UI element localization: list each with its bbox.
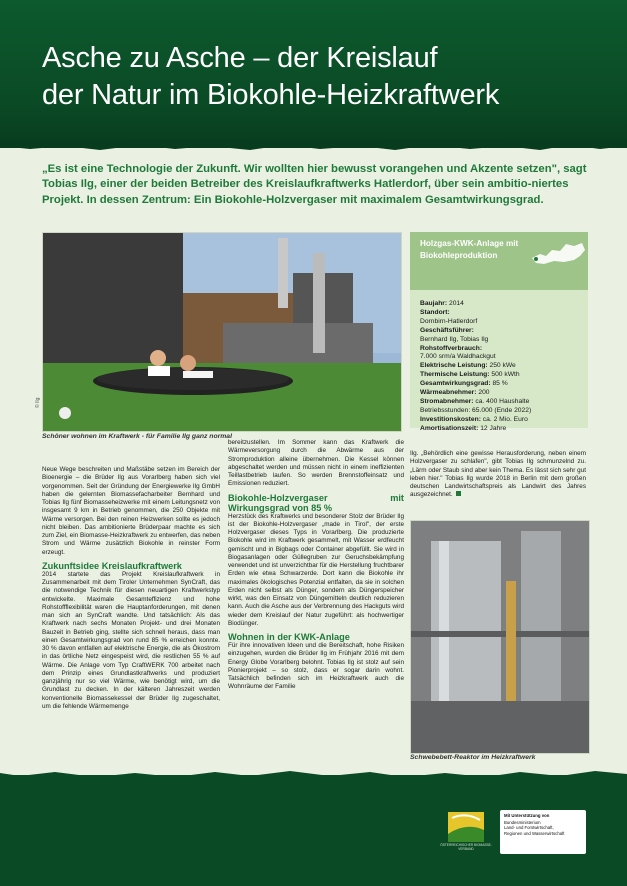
photo-illustration	[43, 233, 401, 431]
infobox-line-value: 500 kWth	[489, 371, 520, 379]
ministry-logo	[500, 810, 586, 854]
col2-heading-2: Wohnen in der KWK-Anlage	[228, 632, 350, 642]
logo1-text: ÖSTERREICHISCHER BIOMASSE-VERBAND	[440, 843, 492, 851]
col2-paragraph-3: Für ihre innovativen Ideen und die Bereitschaft, hohe Risiken einzugehen, wurden die Brüder Ilg im Frühjahr 2016 mit dem Energy Globe Vorarlberg belohnt. Tobias Ilg ist stolz auf sein Pionierprojekt – so stolz, dass er sogar darin wohnt. Tatsächlich befinden sich im Heizkraftwerk auch die Wohnräume der Familie	[228, 642, 404, 691]
infobox-line	[420, 336, 586, 345]
infobox-line-label: Stromabnehmer:	[420, 397, 474, 405]
torn-edge-top	[0, 140, 627, 154]
infobox-line	[420, 416, 586, 425]
infobox-line-value: ca. 400 Haushalte	[473, 397, 530, 405]
lead-paragraph: „Es ist eine Technologie der Zukunft. Wir wollten hier bewusst vorangehen und Akzente setzen", sagt Tobias Ilg, einer der beiden Betreiber des Kreislaufkraftwerks Hatlerdorf, über sein ambitio-niertes Projekt. In dessen Zentrum: Ein Biokohle-Holzvergaser mit maximalem Gesamtwirkungsgrad.	[42, 163, 587, 206]
infobox-line-label: Amortisationszeit:	[420, 424, 479, 432]
photo-reactor	[410, 520, 590, 754]
infobox-line-value: Dornbirn-Hatlerdorf	[420, 317, 478, 325]
infobox-line-label: Rohstoffverbrauch:	[420, 344, 483, 352]
infobox-line	[420, 345, 586, 354]
infobox-line-label: Geschäftsführer:	[420, 326, 474, 334]
col2-heading-1: Biokohle-Holzvergaser mit Wirkungsgrad von 85 %	[228, 492, 404, 513]
reactor-illustration	[411, 521, 589, 753]
infobox-header	[410, 232, 588, 290]
photo2-caption: Schwebebett-Reaktor im Heizkraftwerk	[410, 754, 536, 761]
infobox-title: Holzgas-KWK-Anlage mit Biokohleproduktion	[420, 239, 519, 260]
ministry-line-1: Bundesministerium	[504, 820, 541, 826]
infobox-line	[420, 362, 586, 371]
infobox-line-value: 85 %	[490, 380, 508, 388]
infobox-line-value: ca. 2 Mio. Euro	[480, 415, 528, 423]
infobox-line	[420, 309, 586, 318]
infobox-line	[420, 389, 586, 398]
col3-paragraph-1: Ilg. „Behördlich eine gewisse Herausforderung, neben einem Holzvergaser zu schlafen", gibt Tobias Ilg schmunzelnd zu. „Lärm oder Staub sind aber kein Thema. Es lässt sich sehr gut leben hier." Tobias Ilg wurde 2018 in Berlin mit dem großen deutschen Landwirtschaftspreis als Landwirt des Jahres ausgezeichnet.	[410, 450, 586, 499]
text-column-1	[42, 466, 220, 711]
end-mark-icon	[456, 491, 461, 496]
infobox-line-value: 12 Jahre	[478, 424, 507, 432]
infobox-line	[420, 353, 586, 362]
photo1-caption: Schöner wohnen im Kraftwerk - für Familie Ilg ganz normal	[42, 433, 232, 440]
ministry-line-3: Regionen und Wasserwirtschaft	[504, 830, 565, 836]
infobox	[410, 232, 588, 432]
col2-paragraph-1: bereitzustellen. Im Sommer kann das Kraftwerk die Wärmeversorgung durch die Abwärme aus der Stromproduktion alleine übernehmen. Die Kessel können abgeschaltet werden und müssen nicht in einem ineffizienten Teillastbetrieb laufen. So werden Brennstoffeinsatz und Emissionen reduziert.	[228, 439, 404, 488]
header-band	[0, 0, 627, 148]
col1-paragraph-2: 2014 startete das Projekt Kreislaufkraftwerk in Zusammenarbeit mit dem Tiroler Unternehmen SynCraft, das die notwendige Technik für diesen neuartigen Kraftwerkstyp entwickelte. Maximale Gesamteffizienz und hohe Rohstoffflexibilität waren die Hauptanforderungen, mit denen man sich an SynCraft wandte. Und tatsächlich: Als das Kraftwerk nach sechs Monaten Projekt- und drei Monaten Bauzeit in Betrieb ging, stellte sich schnell heraus, dass man einen Gesamtwirkungsgrad von rund 85 % erreichen konnte. 30 % davon entfallen auf elektrische Energie, die als Ökostrom in das örtliche Netz eingespeist wird, die restlichen 55 % auf Wärme. Die Anlage vom Typ CraftWERK 700 arbeitet nach dem Prinzip eines Grundlastkraftwerks und produziert ganzjährig nur so viel Wärme, wie benötigt wird, um die Grundlast zu decken. In der kälteren Jahreszeit werden konventionelle Biomassekessel der Brüder Ilg zugeschaltet, um die fehlende Wärmemenge	[42, 570, 220, 710]
infobox-line	[420, 327, 586, 336]
biomasse-verband-logo	[448, 812, 484, 842]
infobox-line-value: Betriebsstunden: 65.000 (Ende 2022)	[420, 406, 532, 414]
infobox-line-value: 7.000 srm/a Waldhackgut	[420, 353, 496, 361]
infobox-line	[420, 425, 586, 434]
infobox-line-value: 200	[476, 389, 490, 397]
text-column-2	[228, 439, 404, 692]
support-label: Mit Unterstützung von	[504, 813, 550, 818]
infobox-line-label: Thermische Leistung:	[420, 371, 490, 379]
infobox-line-label: Elektrische Leistung:	[420, 362, 488, 370]
col1-heading: Zukunftsidee Kreislaufkraftwerk	[42, 560, 182, 571]
infobox-line	[420, 398, 586, 407]
photo-family-trampoline	[42, 232, 402, 432]
col1-paragraph-1: Neue Wege beschreiten und Maßstäbe setzen im Bereich der Bioenergie – die Brüder Ilg aus Vorarlberg haben sich viel vorgenommen. Seit der Gründung der Energiewerke Ilg GmbH haben die gelernten Biomassefacharbeiter Bernhard und Tobias Ilg fünf Biomasseheizwerke mit einem Leitungsnetz von insgesamt 9 km in Betrieb genommen, die 250 Objekte mit Wärme versorgen. Bei den reinen Heizwerken sollte es jedoch nicht bleiben. Das ambitionierte Brüderpaar machte es sich zum Ziel, ein Biomasse-Heizkraftwerk zu entwerfen, das neben Strom und Wärme zusätzlich Biokohle in reinster Form erzeugt.	[42, 466, 220, 556]
infobox-details	[420, 300, 586, 434]
col2-paragraph-2: Herzstück des Kraftwerks und besonderer Stolz der Brüder Ilg ist der Biokohle-Holzvergaser „made in Tirol", der erste Holzvergaser dieses Typs in Vorarlberg. Die produzierte Biokohle wird im Kraftwerk gesammelt, mit Wasser erdfeucht gemischt und in Bigbags oder Container abgefüllt. Sie wird in Biogasanlagen oder Güllegruben zur Geruchsbekämpfung verwendet und ist unverzichtbar für die Herstellung fruchtbarer Erden wie etwa Schwarzerde. Dort kann die Biokohle ihr maximales ökologisches Potenzial entfalten, da sie in solchen Erden nicht selbst als Dünger, sondern als Düngerspeicher wirkt, was den Einsatz von Düngemitteln deutlich reduzieren kann. Auch die Asche aus der Verbrennung des Hackguts wird wieder dem Kreislauf der Natur zugeführt: als hochwertiger Biodünger.	[228, 512, 404, 627]
infobox-line-label: Standort:	[420, 308, 450, 316]
ministry-line-2: Land- und Forstwirtschaft,	[504, 825, 554, 831]
infobox-line-value: Bernhard Ilg, Tobias Ilg	[420, 335, 489, 343]
infobox-line-label: Wärmeabnehmer:	[420, 389, 477, 397]
infobox-line	[420, 371, 586, 380]
photo-credit: © Ilg	[35, 397, 41, 408]
infobox-line-value: 2014	[447, 300, 464, 307]
text-column-3	[410, 450, 586, 500]
infobox-line-label: Investitionskosten:	[420, 415, 481, 423]
infobox-line	[420, 407, 586, 416]
austria-map-icon	[530, 238, 586, 268]
infobox-line	[420, 300, 586, 309]
infobox-line-value: 250 kWe	[487, 362, 516, 370]
infobox-line-label: Gesamtwirkungsgrad:	[420, 380, 491, 388]
page-title: Asche zu Asche – der Kreislauf der Natur im Biokohle-Heizkraftwerk	[42, 42, 500, 111]
infobox-line	[420, 380, 586, 389]
infobox-line-label: Baujahr:	[420, 300, 448, 307]
infobox-line	[420, 318, 586, 327]
